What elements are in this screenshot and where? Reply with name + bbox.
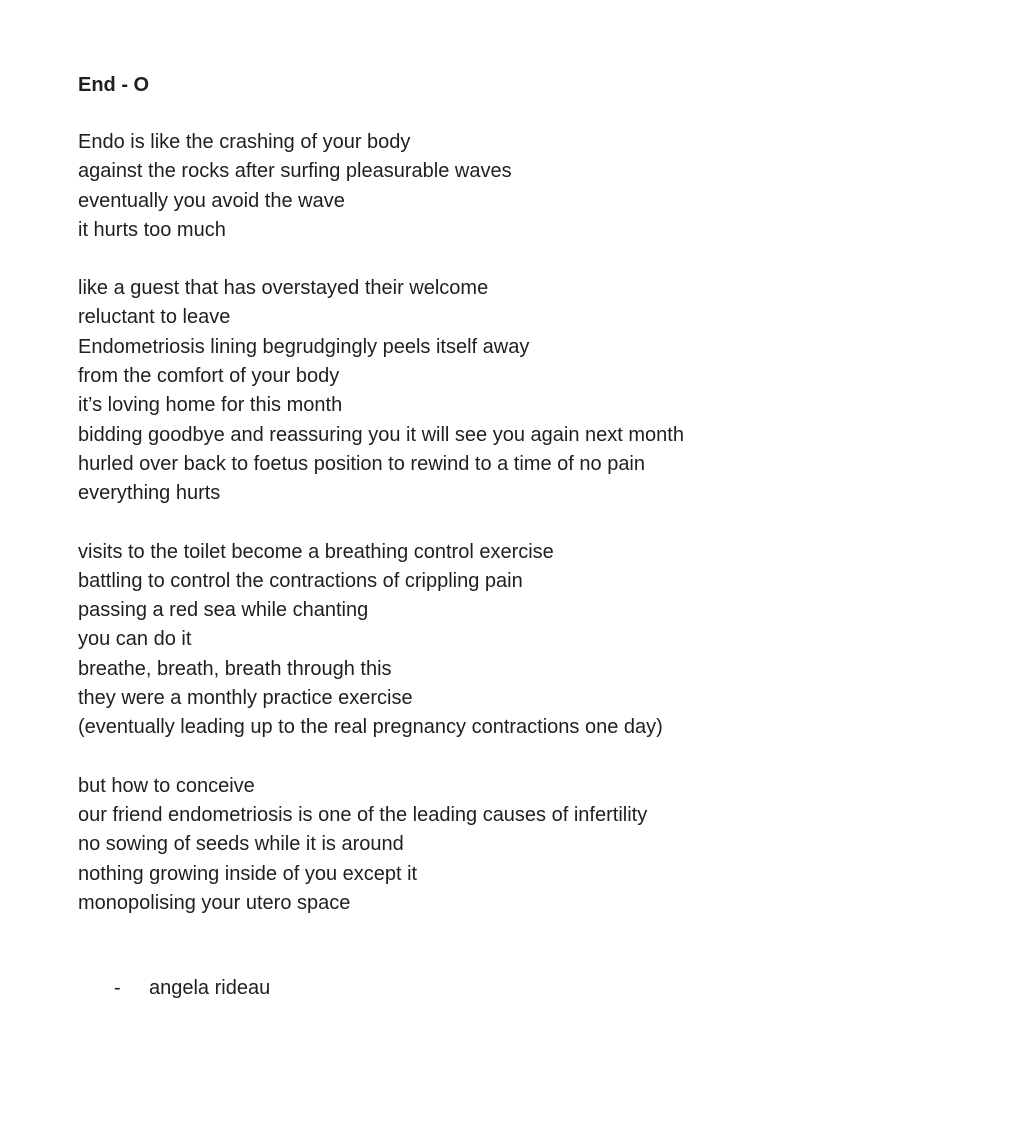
poem-line: Endo is like the crashing of your body (78, 131, 411, 153)
poem-line: eventually you avoid the wave (78, 189, 345, 212)
poem-line: they were a monthly practice exercise (78, 687, 413, 710)
poem-line: Endometriosis lining begrudgingly peels itself away (78, 335, 530, 358)
poem-line: our friend endometriosis is one of the leading causes of infertility (78, 803, 648, 826)
poem-line: like a guest that has overstayed their welcome (78, 277, 489, 300)
poem-title: End - O (78, 74, 150, 96)
poem-line: passing a red sea while chanting (78, 599, 369, 622)
poem-line: from the comfort of your body (78, 365, 340, 388)
poem-line: you can do it (78, 628, 192, 651)
poem-line: breathe, breath, breath through this (78, 657, 392, 680)
author-name: angela rideau (149, 977, 271, 999)
bullet-dash: - (114, 977, 121, 999)
poem-line: no sowing of seeds while it is around (78, 833, 404, 856)
stanza-4 (78, 772, 978, 918)
stanza-3 (78, 538, 978, 743)
poem-line: monopolising your utero space (78, 891, 351, 914)
author-signature (114, 974, 270, 1003)
poem-line: battling to control the contractions of crippling pain (78, 569, 523, 592)
poem-line: reluctant to leave (78, 306, 231, 329)
poem-line: against the rocks after surfing pleasurable waves (78, 160, 512, 183)
poem-line: bidding goodbye and reassuring you it will see you again next month (78, 423, 684, 446)
document-page (78, 70, 978, 947)
poem-line: visits to the toilet become a breathing control exercise (78, 540, 554, 563)
poem-line: it hurts too much (78, 218, 226, 241)
poem-line: it’s loving home for this month (78, 394, 343, 417)
stanza-2 (78, 274, 978, 508)
poem-line: hurled over back to foetus position to rewind to a time of no pain (78, 452, 646, 475)
poem-line: everything hurts (78, 482, 221, 505)
poem-line: but how to conceive (78, 774, 255, 797)
poem-line: nothing growing inside of you except it (78, 862, 418, 885)
stanza-1 (78, 128, 978, 245)
poem-line: (eventually leading up to the real pregnancy contractions one day) (78, 716, 663, 739)
